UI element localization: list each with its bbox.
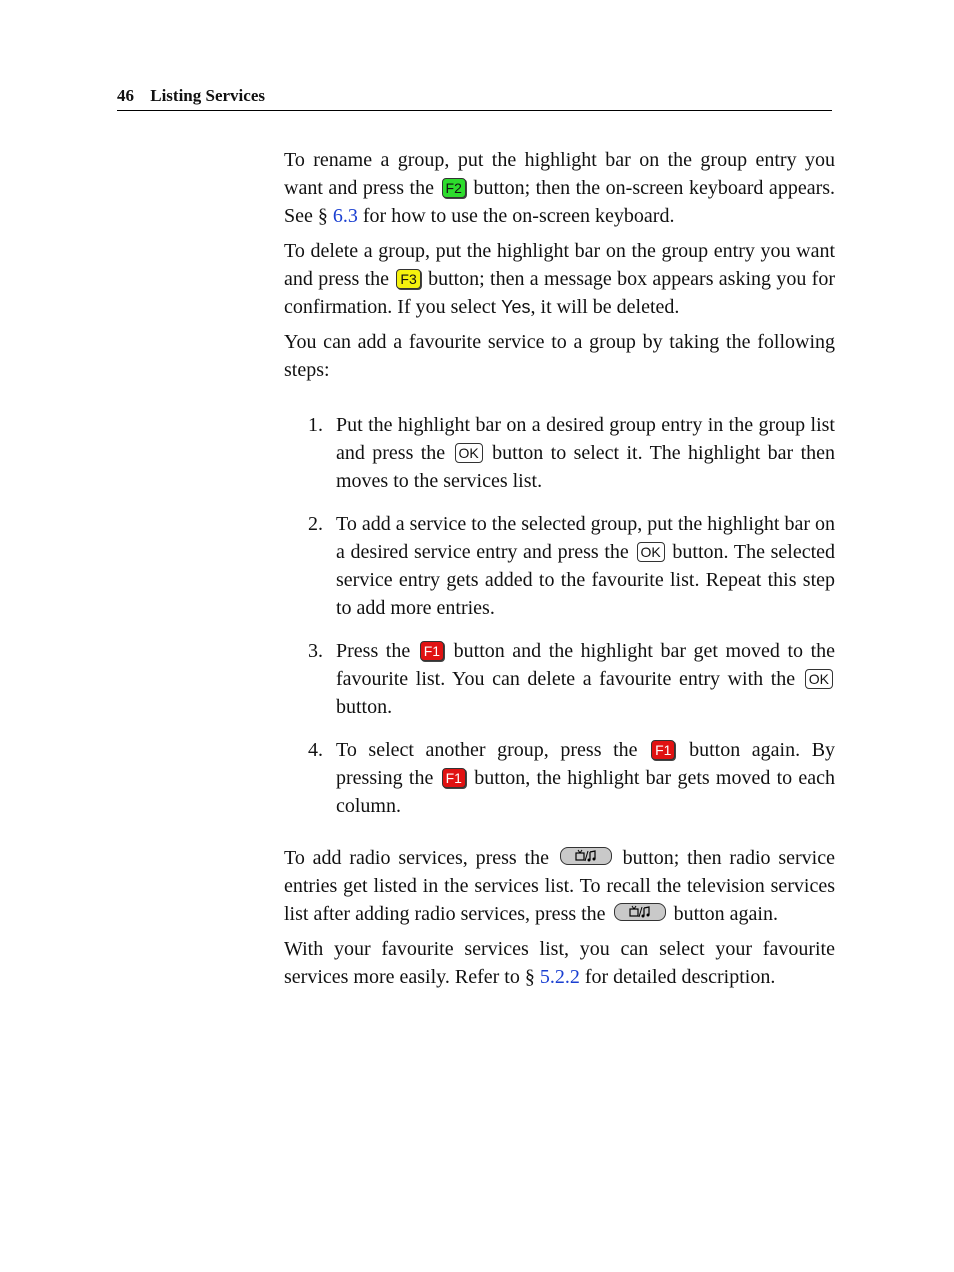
- tv-radio-glyph-icon: [629, 905, 651, 919]
- list-item: 2. To add a service to the selected group, put the highlight bar on a desired service entry and press the OK button. The selected service entry gets added to the favourite list. Repeat this step to add more entries.: [308, 513, 836, 619]
- rename-paragraph: To rename a group, put the highlight bar on the group entry you want and press the F2 button; then the on-screen keyboard appears. See § 6.3 for how to use the on-screen keyboard.: [284, 149, 836, 227]
- tv-radio-toggle-icon: [560, 847, 612, 865]
- ok-key-icon: OK: [805, 669, 833, 689]
- yes-option: Yes: [501, 297, 531, 317]
- list-item: 4. To select another group, press the F1 button again. By pressing the F1 button, the highlight bar gets moved to each column.: [308, 739, 836, 817]
- section-link-5-2-2[interactable]: 5.2.2: [539, 966, 580, 988]
- add-intro-paragraph: You can add a favourite service to a group by taking the following steps:: [284, 331, 835, 381]
- tv-radio-toggle-icon: [614, 903, 666, 921]
- radio-paragraph: To add radio services, press the button; then radio service entries get listed in the services list. To recall the television services list after adding radio services, press the button again.: [284, 847, 835, 925]
- favourite-paragraph: With your favourite services list, you can select your favourite services more easily. Refer to § 5.2.2 for detailed description.: [284, 938, 835, 988]
- ok-key-icon: OK: [637, 542, 665, 562]
- section-title: Listing Services: [150, 86, 265, 105]
- f1-key-icon: F1: [651, 740, 675, 760]
- list-item: 3. Press the F1 button and the highlight bar get moved to the favourite list. You can delete a favourite entry with the OK button.: [308, 640, 836, 718]
- list-item: 1. Put the highlight bar on a desired group entry in the group list and press the OK button to select it. The highlight bar then moves to the services list.: [308, 414, 836, 492]
- section-link-6-3[interactable]: 6.3: [332, 205, 358, 227]
- ok-key-icon: OK: [455, 443, 483, 463]
- page-number: 46: [117, 86, 134, 105]
- tv-radio-glyph-icon: [575, 849, 597, 863]
- page-header: [117, 86, 832, 111]
- steps-list: [284, 411, 835, 820]
- f1-key-icon: F1: [442, 768, 466, 788]
- f2-key-icon: F2: [442, 178, 466, 198]
- page-body: [284, 146, 835, 998]
- f3-key-icon: F3: [396, 269, 420, 289]
- f1-key-icon: F1: [420, 641, 444, 661]
- delete-paragraph: To delete a group, put the highlight bar on the group entry you want and press the F3 button; then a message box appears asking you for confirmation. If you select Yes, it will be deleted.: [284, 240, 835, 318]
